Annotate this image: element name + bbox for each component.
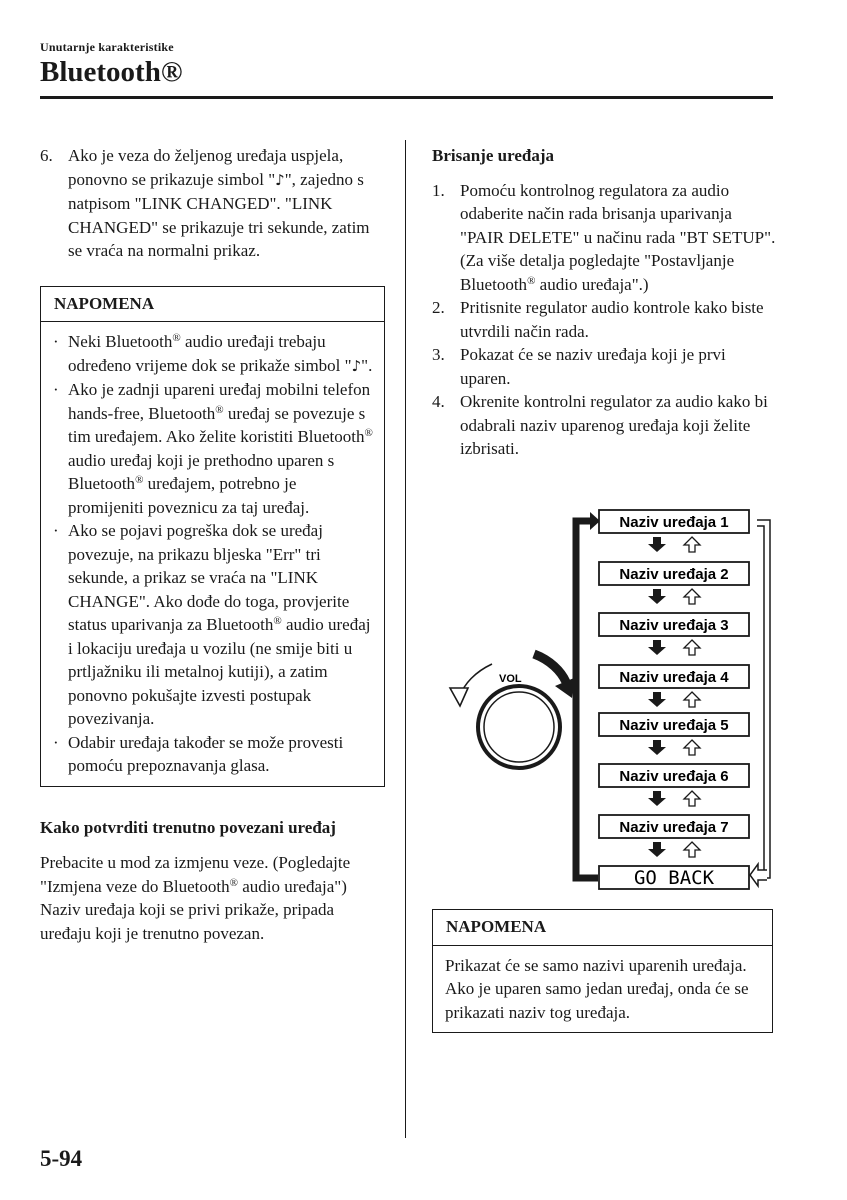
music-note-icon: ♪: [275, 170, 285, 189]
registered-mark: ®: [215, 403, 224, 416]
music-note-icon: ♪: [351, 356, 362, 375]
step-text-part: Ako je veza do željenog uređaja uspjela, ponovno se prikazuje simbol ": [68, 146, 344, 189]
arrow-up-icon: [684, 640, 700, 655]
go-back-label: GO BACK: [633, 867, 715, 889]
device-name-label: Naziv uređaja 4: [619, 669, 729, 686]
text-part: Ako je zadnji upareni uređaj mobilni telefon hands-free, Bluetooth: [68, 380, 371, 423]
step-text: [460, 179, 777, 297]
registered-mark: ®: [135, 474, 144, 486]
step-number: 1.: [432, 180, 445, 200]
arrow-up-icon: [684, 842, 700, 857]
device-name-label: Naziv uređaja 5: [619, 717, 729, 734]
step-number: 2.: [432, 298, 445, 317]
confirm-paragraph-1: [40, 851, 385, 898]
note-box-right: [432, 909, 773, 1033]
arrow-down-icon: [648, 640, 666, 655]
text-part: audio uređaji trebaju određeno vrijeme dok se prikaže simbol ": [68, 332, 352, 375]
note-bullet: [53, 519, 374, 731]
bullet-dot-icon: ·: [53, 332, 59, 351]
note-body: [41, 322, 384, 786]
step-1: [432, 179, 777, 297]
registered-mark: ®: [273, 615, 282, 627]
title-rule: [40, 96, 773, 99]
note-bullet: [53, 378, 374, 519]
arrow-down-icon: [648, 842, 666, 857]
device-name-label: Naziv uređaja 1: [619, 514, 729, 531]
device-name-label: Naziv uređaja 6: [619, 768, 729, 785]
bullet-dot-icon: ·: [53, 732, 59, 752]
bullet-dot-icon: ·: [53, 521, 59, 540]
left-column: [40, 144, 385, 945]
registered-mark: ®: [527, 274, 536, 287]
section-label: Unutarnje karakteristike: [40, 40, 174, 54]
bullet-text: Odabir uređaja također se može provesti pomoću prepoznavanja glasa.: [68, 732, 344, 775]
text-part: audio uređaj koji je prethodno uparen s Bluetooth: [68, 450, 335, 493]
step-text: Pokazat će se naziv uređaja koji je prvi uparen.: [460, 345, 726, 388]
note-bullet: [53, 731, 374, 778]
page-number: 5-94: [40, 1146, 83, 1171]
step-text: Pritisnite regulator audio kontrole kako biste utvrdili način rada.: [460, 298, 764, 341]
step-text: [68, 144, 385, 263]
step-4: [432, 390, 777, 461]
step-number: 4.: [432, 392, 445, 411]
arrow-up-icon: [684, 589, 700, 604]
device-list: [599, 510, 749, 857]
step-6: [40, 144, 385, 263]
rotate-clockwise-arrow-icon: [534, 654, 566, 682]
rotate-counterclockwise-arrowhead-icon: [450, 688, 468, 706]
step-number: 3.: [432, 345, 445, 364]
text-part: ".: [361, 355, 373, 375]
device-name-label: Naziv uređaja 3: [619, 617, 729, 634]
note-box: [40, 286, 385, 787]
loop-bracket-left: [576, 512, 600, 878]
vol-knob-icon: [478, 686, 560, 768]
arrow-down-icon: [648, 692, 666, 707]
text-part: audio uređaja"): [237, 876, 347, 896]
loop-bracket-right: [750, 520, 770, 886]
text-part: uređajem, potrebno je promijeniti poveznicu za taj uređaj.: [68, 474, 310, 517]
bullet-text: [68, 378, 374, 519]
note-title: NAPOMENA: [41, 287, 384, 323]
confirm-heading: Kako potvrditi trenutno povezani uređaj: [40, 817, 336, 837]
vol-label: VOL: [499, 673, 522, 685]
text-part: Pomoću kontrolnog regulatora za audio odaberite način rada brisanja uparivanja "PAIR DELETE" u načinu rada "BT SETUP". (Za više detalja pogledajte "Postavljanje Bluetooth: [460, 180, 776, 294]
text-part: Neki Bluetooth: [68, 332, 173, 351]
delete-heading: Brisanje uređaja: [432, 146, 554, 165]
registered-mark: ®: [229, 876, 238, 889]
device-selection-diagram: [440, 500, 780, 900]
text-part: uređaj se povezuje s tim uređajem. Ako želite koristiti Bluetooth: [68, 403, 366, 446]
arrow-down-icon: [648, 791, 666, 806]
confirm-paragraph-2: Naziv uređaja koji se privi prikaže, pripada uređaju koji je trenutno povezan.: [40, 900, 335, 943]
arrow-down-icon: [648, 740, 666, 755]
step-number: 6.: [40, 146, 53, 165]
note-body: Prikazat će se samo nazivi uparenih uređaja. Ako je uparen samo jedan uređaj, onda će se prikazati naziv tog uređaja.: [445, 955, 749, 1022]
arrow-up-icon: [684, 537, 700, 552]
step-text-part: ", zajedno s natpisom "LINK CHANGED". "LINK CHANGED" se prikazuje tri sekunde, zatim se vraća na normalni prikaz.: [68, 169, 370, 260]
device-name-label: Naziv uređaja 2: [619, 566, 729, 583]
arrow-up-icon: [684, 740, 700, 755]
text-part: Prebacite u mod za izmjenu veze. (Pogledajte "Izmjena veze do Bluetooth: [40, 853, 351, 896]
bullet-text: [68, 330, 374, 378]
column-divider: [405, 140, 406, 1138]
page-title: Bluetooth®: [40, 56, 183, 88]
arrow-down-icon: [648, 589, 666, 604]
text-part: Ako se pojavi pogreška dok se uređaj povezuje, na prikazu bljeska "Err" tri sekunde, a prikaz se vraća na "LINK CHANGE". Ako dođe do toga, provjerite status uparivanja za Bluetooth: [68, 521, 350, 634]
note-bullet: [53, 330, 374, 378]
arrow-down-icon: [648, 537, 666, 552]
step-2: [432, 296, 777, 343]
registered-mark: ®: [172, 332, 181, 344]
device-name-label: Naziv uređaja 7: [619, 819, 729, 836]
text-part: audio uređaja".): [535, 274, 649, 294]
arrow-up-icon: [684, 692, 700, 707]
bullet-dot-icon: ·: [53, 380, 59, 399]
registered-mark: ®: [364, 427, 373, 439]
text-part: audio uređaj i lokaciju uređaja u vozilu (ne smije biti u prtljažniku ili metalnoj kutiji), a zatim ponovno pokušajte izvesti postupak povezivanja.: [68, 615, 371, 728]
bullet-text: [68, 519, 374, 731]
arrow-up-icon: [684, 791, 700, 806]
step-3: [432, 343, 777, 390]
step-text: Okrenite kontrolni regulator za audio kako bi odabrali naziv uparenog uređaja koji želite izbrisati.: [460, 392, 768, 458]
note-title: NAPOMENA: [433, 910, 772, 946]
